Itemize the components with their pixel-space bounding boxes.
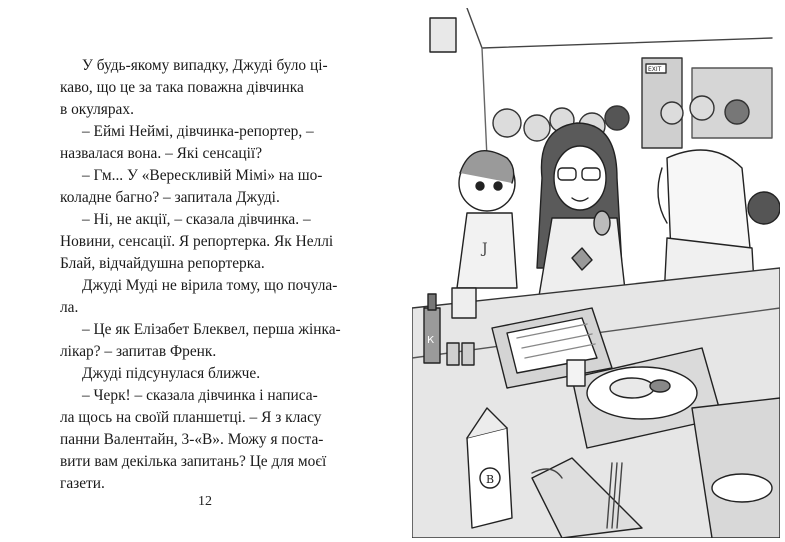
text-line: вити вам декілька запитань? Це для моєї [60,453,327,470]
text-line: – Це як Елізабет Блеквел, перша жінка- [82,321,341,338]
text-line: лікар? – запитав Френк. [60,343,217,360]
text-line: – Ні, не акції, – сказала дівчинка. – [82,211,311,228]
text-line: Блай, відчайдушна репортерка. [60,255,265,272]
text-line: газети. [60,475,105,492]
text-line: Джуді підсунулася ближче. [82,365,261,382]
microphone-icon [594,211,610,235]
wall-poster [430,18,456,52]
page-number: 12 [198,494,212,509]
exit-sign: EXIT [648,66,662,73]
text-line: – Еймі Неймі, дівчинка-репортер, – [82,123,314,140]
girl-reporter-character [537,123,627,308]
cafeteria-scene-illustration [412,8,780,538]
svg-text:В: В [486,473,495,486]
text-line: Новини, сенсації. Я репортерка. Як Неллі [60,233,334,250]
text-column [60,55,378,495]
text-line: ла. [60,299,79,316]
text-line: ла щось на своїй планшетці. – Я з класу [60,409,322,426]
text-line: У будь-якому випадку, Джуді було ці- [82,57,328,74]
glass [567,360,585,386]
text-line: – Черк! – сказала дівчинка і написа- [82,387,318,404]
text-line: каво, що це за така поважна дівчинка [60,79,304,96]
text-line: коладне багно? – запитала Джуді. [60,189,280,206]
text-line: панни Валентайн, 3-«В». Можу я поста- [60,431,324,448]
text-line: назвалася вона. – Які сенсації? [60,145,263,162]
text-line: – Гм... У «Верескливій Мімі» на шо- [82,167,323,184]
svg-text:J: J [482,241,488,257]
svg-text:К: К [427,335,435,346]
boy-character [457,151,517,288]
text-line: Джуді Муді не вірила тому, що почула- [82,277,338,294]
text-line: в окулярах. [60,101,134,118]
cup [452,288,476,318]
